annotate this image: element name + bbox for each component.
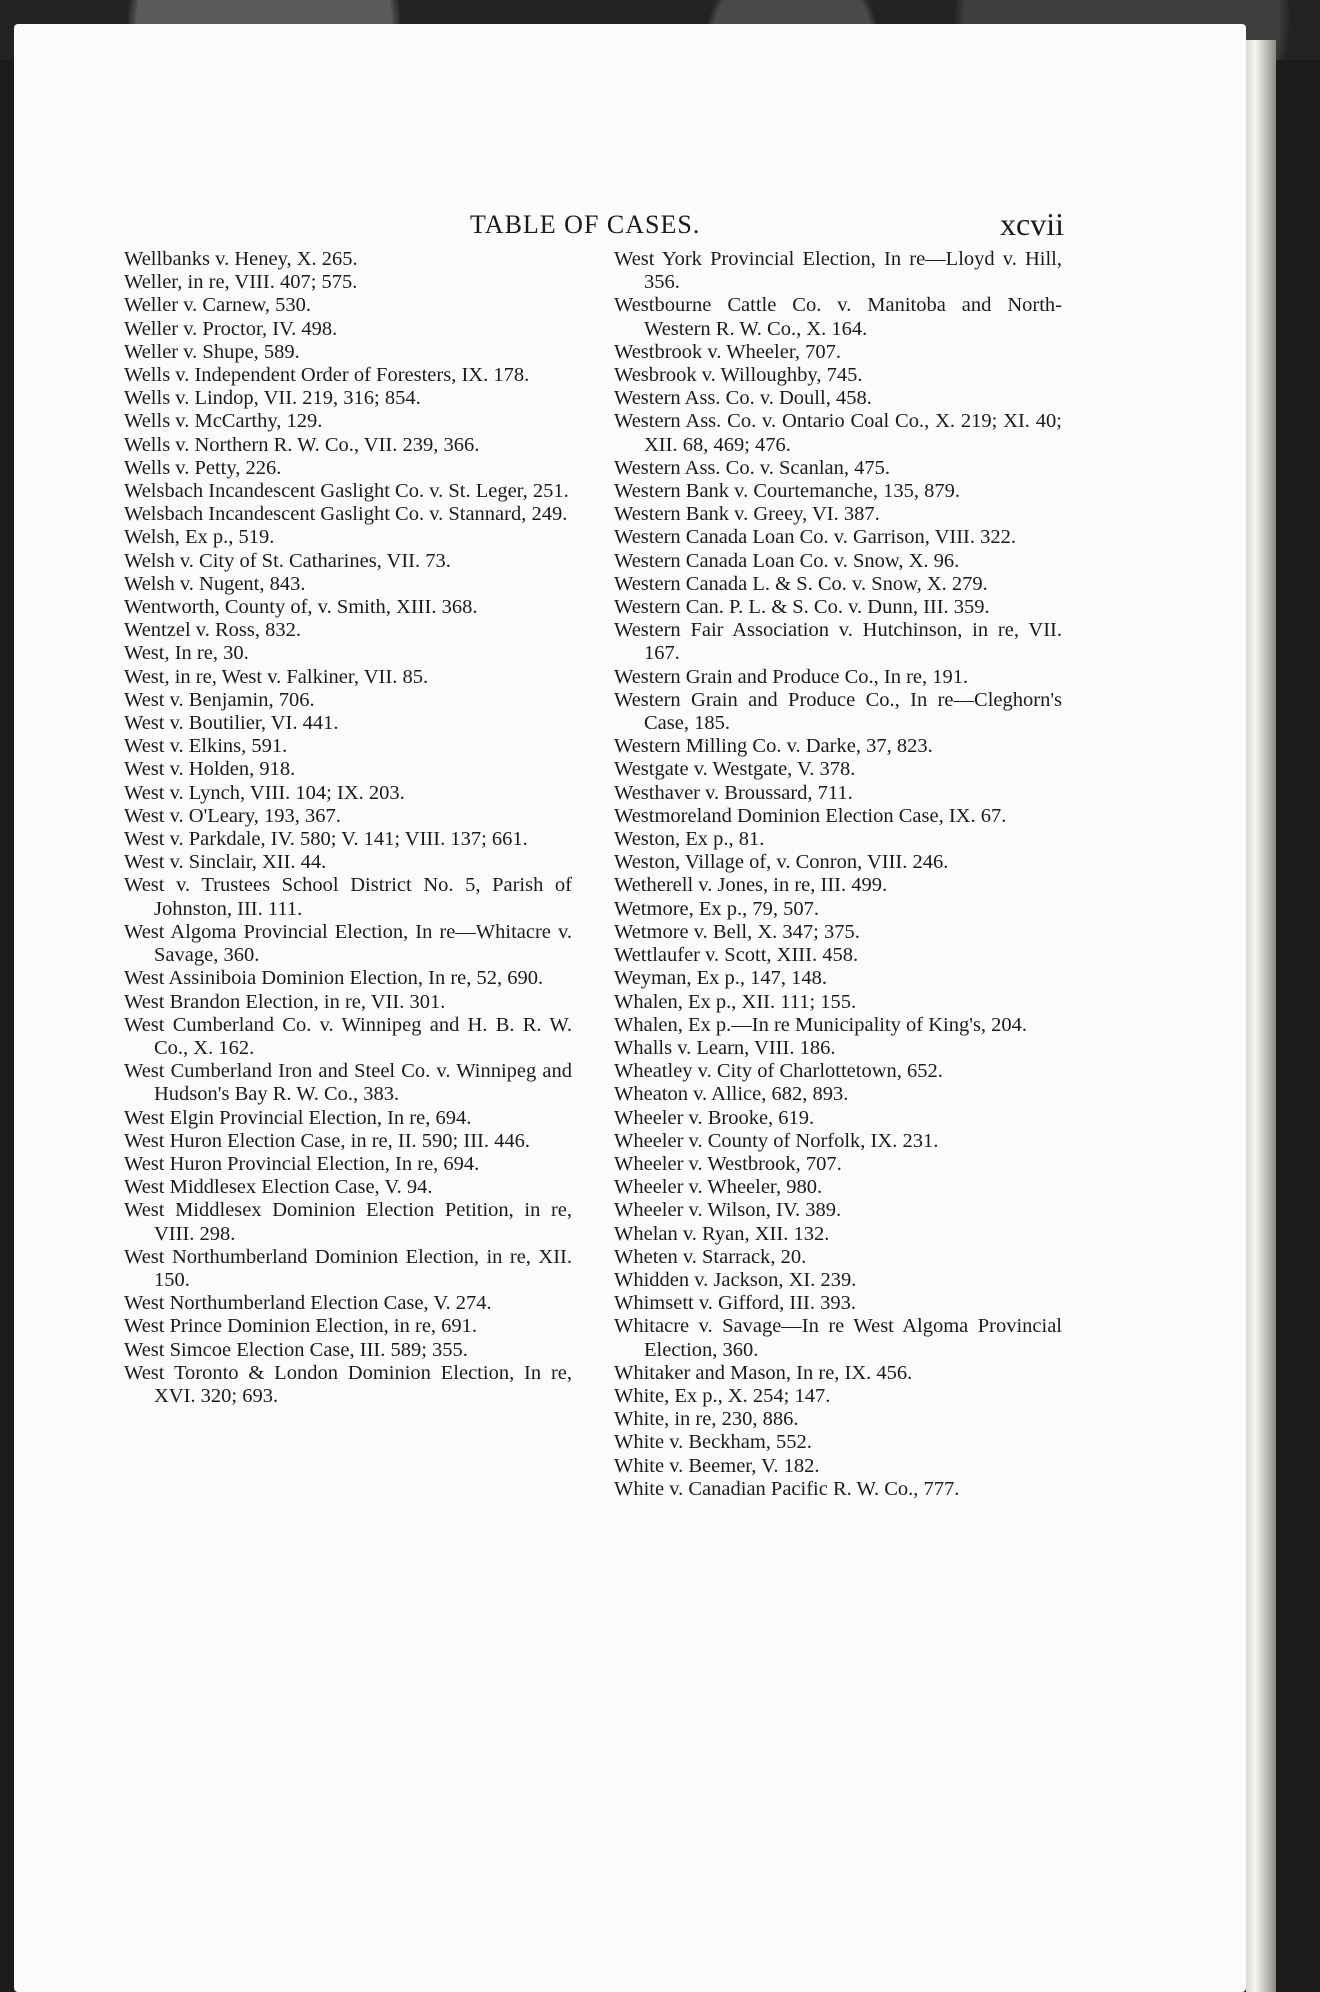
case-entry: Wetmore v. Bell, X. 347; 375. (614, 920, 860, 943)
case-entry: West v. Elkins, 591. (124, 735, 288, 758)
case-entry: Whalls v. Learn, VIII. 186. (614, 1036, 836, 1059)
case-entry: West Northumberland Election Case, V. 274. (124, 1292, 492, 1315)
case-entry: Whidden v. Jackson, XI. 239. (614, 1268, 857, 1291)
case-entry: Western Canada Loan Co. v. Snow, X. 96. (614, 549, 960, 572)
case-entry: Western Ass. Co. v. Doull, 458. (614, 387, 872, 410)
case-entry: White v. Beckham, 552. (614, 1431, 812, 1454)
case-entry: West v. Lynch, VIII. 104; IX. 203. (124, 781, 405, 804)
case-entry: Wells v. McCarthy, 129. (124, 410, 323, 433)
case-entry: Westmoreland Dominion Election Case, IX. 67. (614, 804, 1007, 827)
case-entry: West Prince Dominion Election, in re, 691. (124, 1315, 478, 1338)
left-column (124, 248, 572, 1408)
right-column (614, 248, 1062, 1501)
case-entry: Wheten v. Starrack, 20. (614, 1245, 807, 1268)
case-entry: Wheeler v. Westbrook, 707. (614, 1152, 842, 1175)
case-entry: White, Ex p., X. 254; 147. (614, 1384, 831, 1407)
case-entry: Wheatley v. City of Charlottetown, 652. (614, 1060, 943, 1083)
case-entry: Whimsett v. Gifford, III. 393. (614, 1292, 856, 1315)
case-entry: Wheaton v. Allice, 682, 893. (614, 1083, 849, 1106)
case-entry: Wellbanks v. Heney, X. 265. (124, 248, 358, 270)
case-entry: Wetmore, Ex p., 79, 507. (614, 897, 820, 920)
case-entry: Western Can. P. L. & S. Co. v. Dunn, III. 359. (614, 596, 990, 619)
case-entry: Whitaker and Mason, In re, IX. 456. (614, 1361, 913, 1384)
case-entry: Western Canada L. & S. Co. v. Snow, X. 279. (614, 572, 988, 595)
case-entry: Wheeler v. Wheeler, 980. (614, 1176, 823, 1199)
case-entry: West Huron Provincial Election, In re, 694. (124, 1152, 480, 1175)
case-entry: Whalen, Ex p., XII. 111; 155. (614, 990, 857, 1013)
case-entry: Weller v. Shupe, 589. (124, 340, 300, 363)
case-entry: Wesbrook v. Willoughby, 745. (614, 364, 863, 387)
case-entry: White v. Canadian Pacific R. W. Co., 777. (614, 1477, 960, 1500)
case-entry: Welsh v. City of St. Catharines, VII. 73. (124, 549, 451, 572)
case-entry: West, In re, 30. (124, 642, 249, 665)
case-entry: Welsbach Incandescent Gaslight Co. v. Stannard, 249. (124, 503, 568, 526)
case-entry: Wentzel v. Ross, 832. (124, 619, 301, 642)
case-entry: Western Grain and Produce Co., In re—Cleghorn's Case, 185. (614, 688, 1062, 735)
case-entry: West Elgin Provincial Election, In re, 694. (124, 1106, 472, 1129)
case-entry: Western Canada Loan Co. v. Garrison, VIII. 322. (614, 526, 1016, 549)
case-entry: Western Grain and Produce Co., In re, 191. (614, 665, 969, 688)
case-entry: West v. Trustees School District No. 5, Parish of Johnston, III. 111. (124, 874, 572, 920)
page-header (14, 206, 1246, 250)
case-entry: Weller v. Proctor, IV. 498. (124, 317, 338, 340)
case-entry: West York Provincial Election, In re—Lloyd v. Hill, 356. (614, 248, 1062, 294)
case-entry: White, in re, 230, 886. (614, 1408, 799, 1431)
case-entry: Western Ass. Co. v. Scanlan, 475. (614, 456, 891, 479)
case-entry: Wentworth, County of, v. Smith, XIII. 368. (124, 596, 478, 619)
case-entry: White v. Beemer, V. 182. (614, 1454, 820, 1477)
case-entry: West v. Benjamin, 706. (124, 688, 315, 711)
case-entry: Westgate v. Westgate, V. 378. (614, 758, 856, 781)
case-entry: Welsh, Ex p., 519. (124, 526, 275, 549)
case-entry: Wells v. Northern R. W. Co., VII. 239, 366. (124, 433, 480, 456)
case-entry: Westbourne Cattle Co. v. Manitoba and North-Western R. W. Co., X. 164. (614, 294, 1062, 340)
case-entry: West Assiniboia Dominion Election, In re, 52, 690. (124, 967, 544, 990)
case-entry: Whalen, Ex p.—In re Municipality of King's, 204. (614, 1013, 1028, 1036)
case-entry: Weller, in re, VIII. 407; 575. (124, 271, 358, 294)
case-entry: West Cumberland Iron and Steel Co. v. Winnipeg and Hudson's Bay R. W. Co., 383. (124, 1060, 572, 1106)
case-entry: West Northumberland Dominion Election, in re, XII. 150. (124, 1245, 572, 1291)
case-entry: Western Bank v. Courtemanche, 135, 879. (614, 480, 961, 503)
case-entry: West, in re, West v. Falkiner, VII. 85. (124, 665, 429, 688)
case-entry: Weller v. Carnew, 530. (124, 294, 311, 317)
case-entry: West Cumberland Co. v. Winnipeg and H. B. R. W. Co., X. 162. (124, 1013, 572, 1059)
case-entry: Wells v. Lindop, VII. 219, 316; 854. (124, 387, 421, 410)
case-entry: Wheeler v. Brooke, 619. (614, 1106, 815, 1129)
case-entry: Wetherell v. Jones, in re, III. 499. (614, 874, 888, 897)
running-title: TABLE OF CASES. (470, 210, 701, 239)
case-entry: West v. O'Leary, 193, 367. (124, 804, 341, 827)
case-entry: Western Bank v. Greey, VI. 387. (614, 503, 880, 526)
case-entry: Whitacre v. Savage—In re West Algoma Provincial Election, 360. (614, 1315, 1062, 1361)
case-entry: Weston, Village of, v. Conron, VIII. 246. (614, 851, 949, 874)
case-entry: Westhaver v. Broussard, 711. (614, 781, 853, 804)
case-entry: Wells v. Petty, 226. (124, 456, 282, 479)
page-edge (1246, 40, 1276, 1992)
case-entry: Welsh v. Nugent, 843. (124, 572, 306, 595)
case-entry: West Brandon Election, in re, VII. 301. (124, 990, 446, 1013)
case-entry: Westbrook v. Wheeler, 707. (614, 340, 841, 363)
page-number: xcvii (1000, 206, 1064, 242)
case-entry: Wells v. Independent Order of Foresters, IX. 178. (124, 364, 530, 387)
case-entry: Western Fair Association v. Hutchinson, in re, VII. 167. (614, 619, 1062, 665)
case-entry: West Simcoe Election Case, III. 589; 355. (124, 1338, 468, 1361)
case-entry: West Middlesex Dominion Election Petition, in re, VIII. 298. (124, 1199, 572, 1245)
case-entry: Wettlaufer v. Scott, XIII. 458. (614, 944, 859, 967)
case-entry: Weyman, Ex p., 147, 148. (614, 967, 827, 990)
case-entry: West v. Holden, 918. (124, 758, 296, 781)
case-entry: Western Ass. Co. v. Ontario Coal Co., X. 219; XI. 40; XII. 68, 469; 476. (614, 410, 1062, 456)
case-entry: Welsbach Incandescent Gaslight Co. v. St. Leger, 251. (124, 480, 569, 503)
case-entry: West v. Boutilier, VI. 441. (124, 712, 339, 735)
case-entry: West Middlesex Election Case, V. 94. (124, 1176, 433, 1199)
case-entry: West v. Sinclair, XII. 44. (124, 851, 327, 874)
case-entry: West Toronto & London Dominion Election, In re, XVI. 320; 693. (124, 1361, 572, 1407)
case-entry: West Algoma Provincial Election, In re—Whitacre v. Savage, 360. (124, 920, 572, 967)
case-entry: Weston, Ex p., 81. (614, 828, 765, 851)
case-entry: West Huron Election Case, in re, II. 590; III. 446. (124, 1129, 530, 1152)
case-entry: Whelan v. Ryan, XII. 132. (614, 1222, 830, 1245)
case-entry: Western Milling Co. v. Darke, 37, 823. (614, 735, 933, 758)
case-entry: West v. Parkdale, IV. 580; V. 141; VIII. 137; 661. (124, 828, 528, 851)
case-entry: Wheeler v. County of Norfolk, IX. 231. (614, 1129, 939, 1152)
case-entry: Wheeler v. Wilson, IV. 389. (614, 1199, 842, 1222)
